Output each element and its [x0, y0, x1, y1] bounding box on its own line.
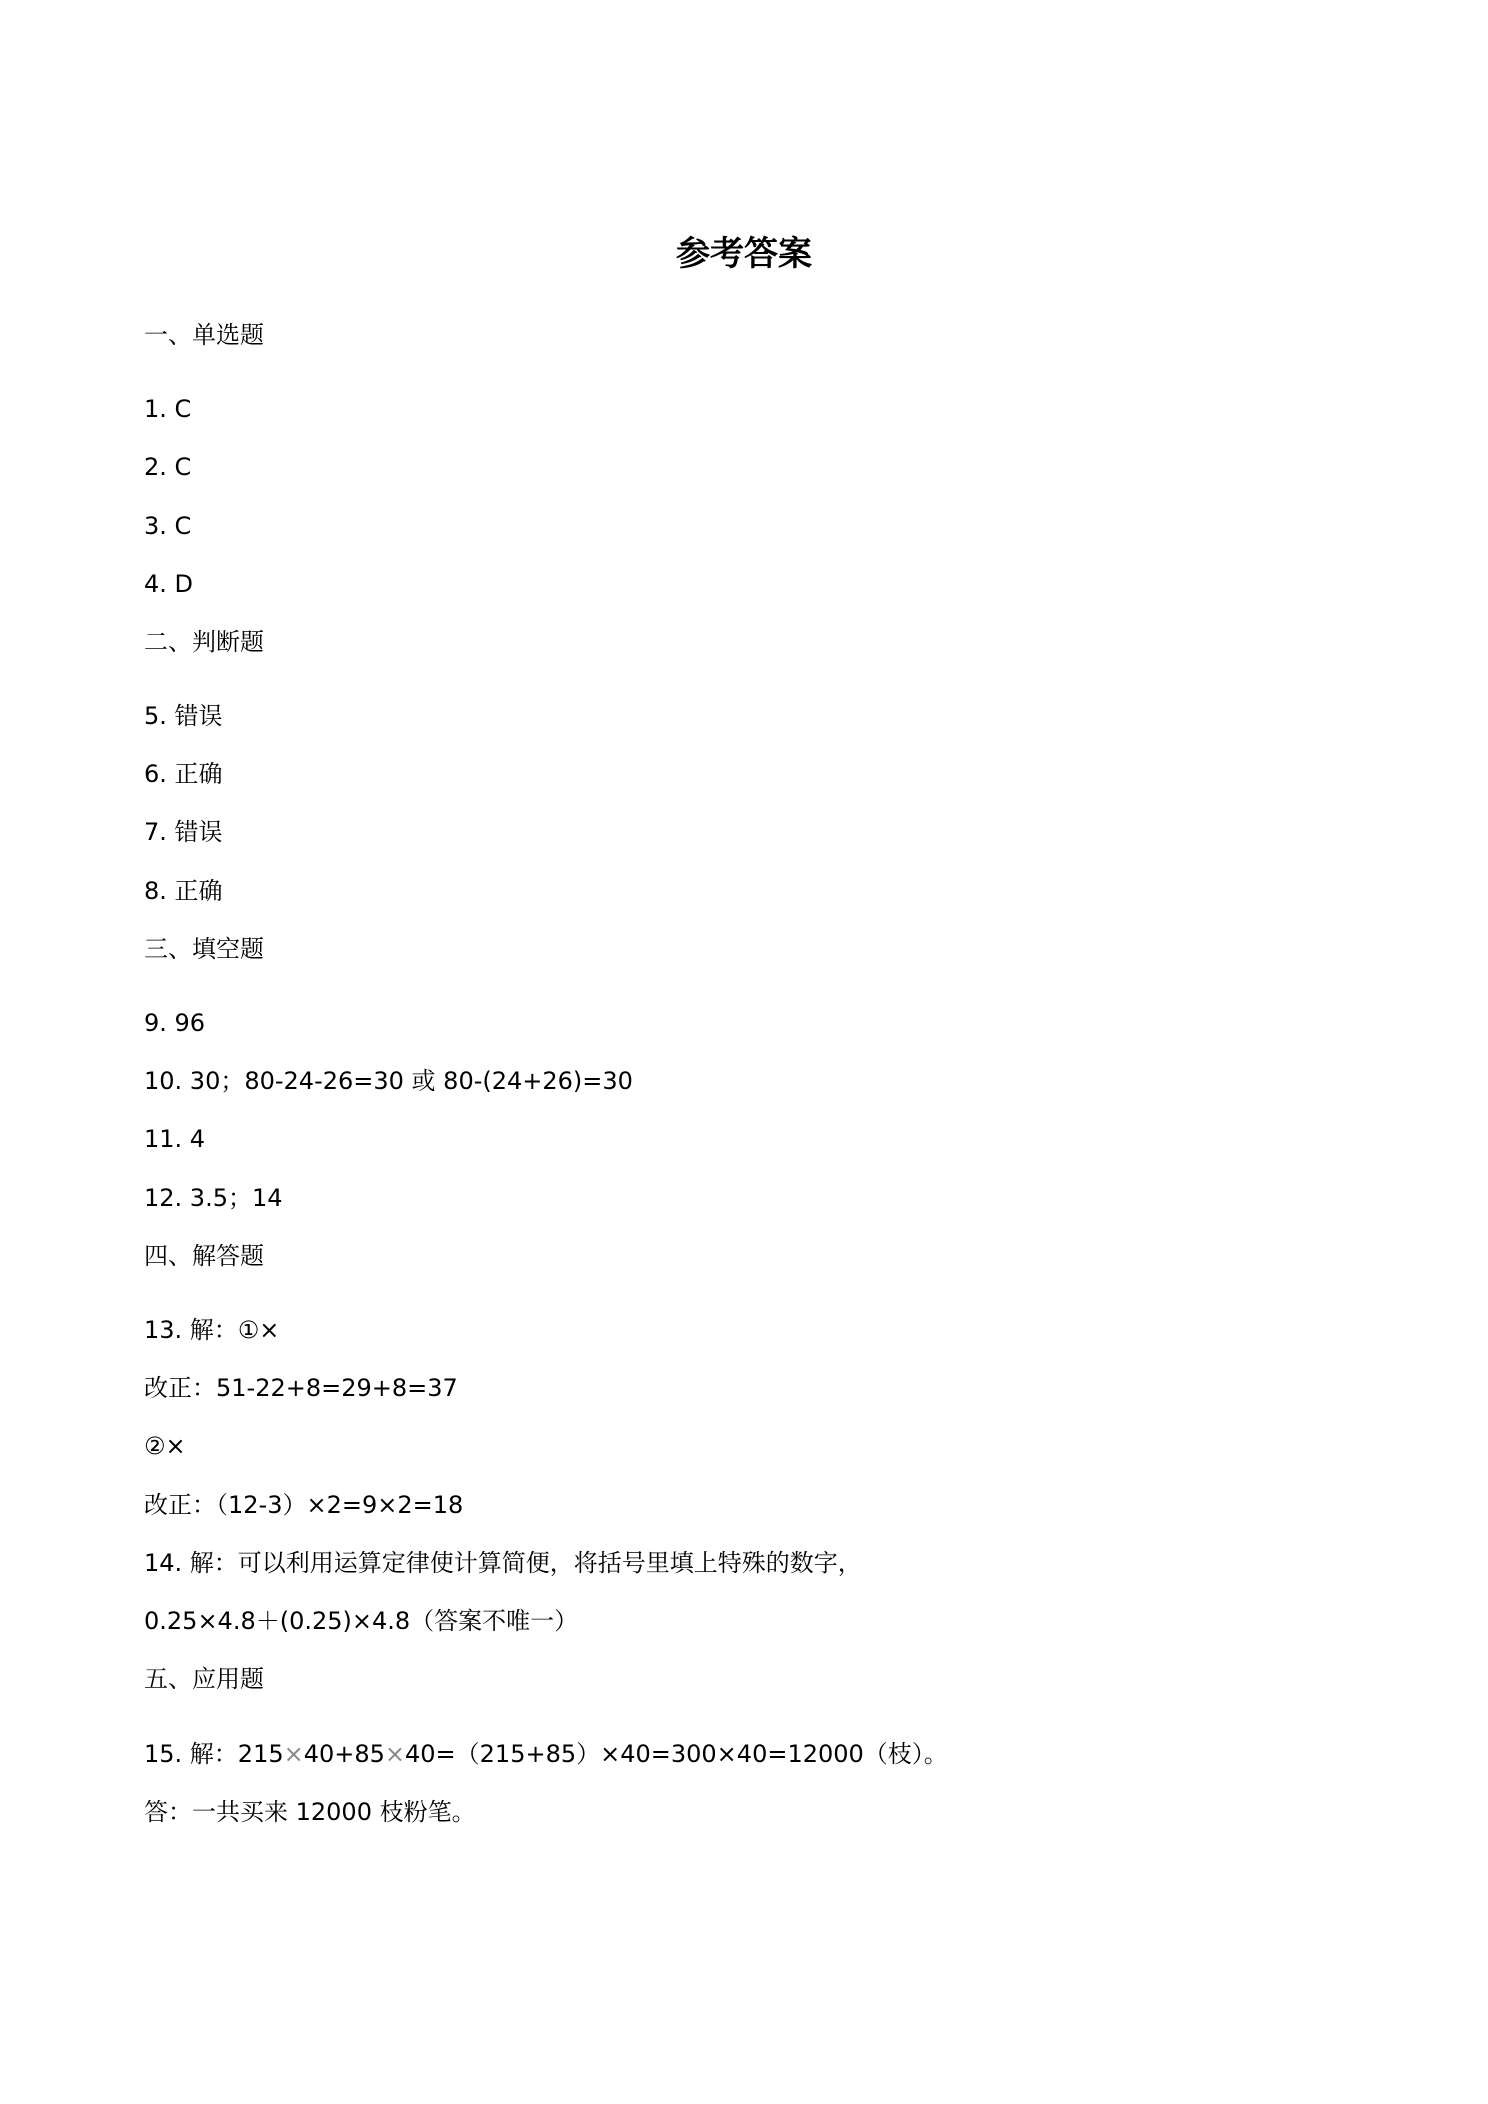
multiply-sign: × — [283, 1740, 304, 1768]
answer-15-line-2: 答：一共买来 12000 枝粉笔。 — [144, 1798, 476, 1826]
answer-15-part-c: 40=（215+85）×40=300×40=12000（枝）。 — [405, 1740, 948, 1768]
answer-14-line-1: 14. 解：可以利用运算定律使计算简便，将括号里填上特殊的数字， — [144, 1549, 862, 1577]
section-heading-application: 五、应用题 — [144, 1665, 264, 1693]
section-heading-fill-in: 三、填空题 — [144, 935, 264, 963]
section-heading-solve: 四、解答题 — [144, 1242, 264, 1270]
answer-6: 6. 正确 — [144, 760, 223, 788]
section-heading-single-choice: 一、单选题 — [144, 321, 264, 349]
answer-1: 1. C — [144, 395, 192, 423]
answer-10: 10. 30；80-24-26=30 或 80-(24+26)=30 — [144, 1067, 633, 1095]
answer-4: 4. D — [144, 570, 194, 598]
answer-12: 12. 3.5；14 — [144, 1184, 283, 1212]
answer-15-part-a: 15. 解：215 — [144, 1740, 284, 1768]
answer-9: 9. 96 — [144, 1009, 206, 1037]
answer-3: 3. C — [144, 512, 192, 540]
section-heading-true-false: 二、判断题 — [144, 628, 264, 656]
answer-8: 8. 正确 — [144, 877, 223, 905]
answer-15-part-b: 40+85 — [303, 1740, 385, 1768]
multiply-sign: × — [384, 1740, 406, 1768]
answer-13-line-4: 改正：（12-3）×2=9×2=18 — [144, 1491, 464, 1519]
answer-13-line-1: 13. 解：①× — [144, 1316, 280, 1344]
answer-15-line-1 — [144, 1737, 948, 1771]
answer-13-line-3: ②× — [144, 1432, 186, 1460]
answer-11: 11. 4 — [144, 1125, 206, 1153]
answer-7: 7. 错误 — [144, 818, 223, 846]
answer-14-line-2: 0.25×4.8＋(0.25)×4.8（答案不唯一） — [144, 1607, 579, 1635]
answer-5: 5. 错误 — [144, 702, 223, 730]
page-title: 参考答案 — [676, 234, 812, 274]
answer-13-line-2: 改正：51-22+8=29+8=37 — [144, 1374, 458, 1402]
answer-2: 2. C — [144, 453, 192, 481]
